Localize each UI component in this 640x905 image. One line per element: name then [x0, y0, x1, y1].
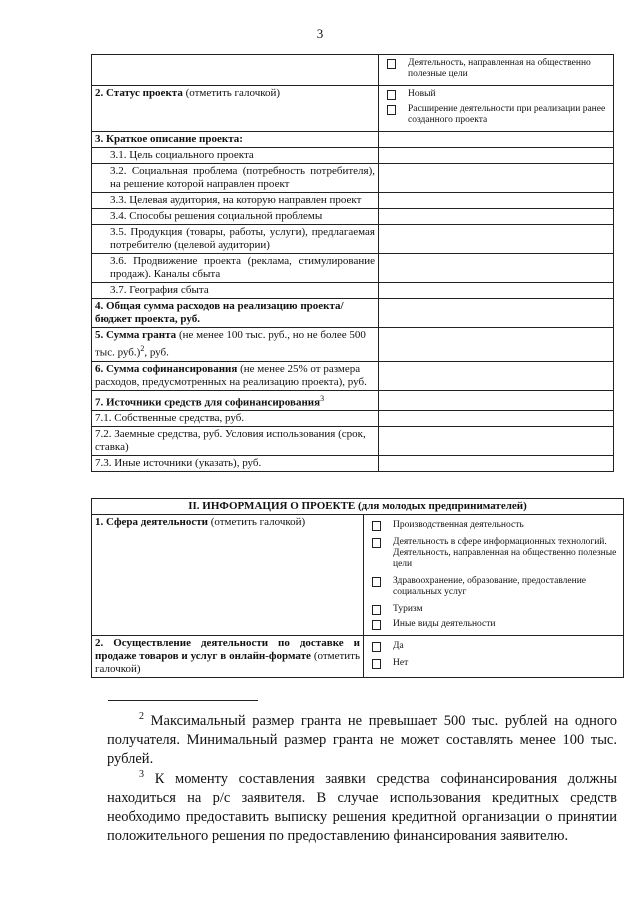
value-cell[interactable]	[379, 283, 614, 299]
checkbox-option[interactable]: Здравоохранение, образование, предоставление социальных услуг	[367, 576, 620, 598]
value-cell[interactable]	[379, 164, 614, 193]
checkbox[interactable]	[372, 521, 381, 531]
project-table	[91, 54, 614, 472]
value-cell[interactable]	[379, 132, 614, 148]
table-row	[92, 499, 624, 515]
table-row: 3.5. Продукция (товары, работы, услуги), предлагаемая потребителю (целевой аудитории)	[92, 225, 614, 254]
table-row: 3.7. География сбыта	[92, 283, 614, 299]
value-cell[interactable]	[379, 456, 614, 472]
table-row: 2. Осуществление деятельности по доставке и продаже товаров и услуг в онлайн-формате (отметить галочкой) Да Нет	[92, 636, 624, 678]
table-row: 3.3. Целевая аудитория, на которую направлен проект	[92, 193, 614, 209]
value-cell[interactable]	[379, 361, 614, 390]
checkbox-option[interactable]: Деятельность в сфере информационных технологий. Деятельность, направленная на общественно полезные цели	[367, 537, 620, 570]
checkbox[interactable]	[372, 605, 381, 615]
value-cell[interactable]	[379, 225, 614, 254]
checkbox-option[interactable]: Деятельность, направленная на общественно полезные цели	[382, 58, 610, 80]
checkbox[interactable]	[372, 577, 381, 587]
young-entrepreneur-table	[91, 498, 624, 678]
table-row: 5. Сумма гранта (не менее 100 тыс. руб., но не более 500 тыс. руб.)$^2$, руб.	[92, 328, 614, 362]
table-row: 4. Общая сумма расходов на реализацию проекта/бюджет проекта, руб.	[92, 299, 614, 328]
checkbox[interactable]	[372, 642, 381, 652]
table-row	[92, 55, 614, 86]
table-row: 3.1. Цель социального проекта	[92, 148, 614, 164]
checkbox-option[interactable]: Новый	[382, 89, 610, 100]
checkbox-option[interactable]: Нет	[367, 658, 620, 669]
table-row: 1. Сфера деятельности (отметить галочкой) Производственная деятельность Деятельность в сфере информационных технологий. Деятельность, направленная на общественно полезные цели Здравоохранение, образование, предоставление социальных услуг Туризм Иные виды деятельности	[92, 515, 624, 636]
table-row: 7.1. Собственные средства, руб.	[92, 411, 614, 427]
table-row: 2. Статус проекта (отметить галочкой) Новый Расширение деятельности при реализации ранее созданного проекта	[92, 86, 614, 132]
table-row: 3.4. Способы решения социальной проблемы	[92, 209, 614, 225]
footnote-separator	[108, 700, 258, 701]
table-row: 6. Сумма софинансирования (не менее 25% от размера расходов, предусмотренных на реализацию проекта), руб.	[92, 361, 614, 390]
value-cell[interactable]	[379, 328, 614, 362]
status-label: 2. Статус проекта	[95, 87, 183, 99]
checkbox[interactable]	[372, 620, 381, 630]
checkbox[interactable]	[387, 105, 396, 115]
table-row: 3.6. Продвижение проекта (реклама, стимулирование продаж). Каналы сбыта	[92, 254, 614, 283]
checkbox[interactable]	[372, 538, 381, 548]
checkbox-option[interactable]: Да	[367, 641, 620, 652]
value-cell[interactable]	[379, 254, 614, 283]
value-cell[interactable]	[379, 390, 614, 411]
value-cell[interactable]	[379, 427, 614, 456]
checkbox-option[interactable]: Туризм	[367, 604, 620, 615]
checkbox-option[interactable]: Производственная деятельность	[367, 520, 620, 531]
value-cell[interactable]	[379, 193, 614, 209]
checkbox[interactable]	[372, 659, 381, 669]
value-cell[interactable]	[379, 148, 614, 164]
checkbox-option[interactable]: Иные виды деятельности	[367, 619, 620, 630]
value-cell[interactable]	[379, 209, 614, 225]
table-row: 7. Источники средств для софинансирования$^3$	[92, 390, 614, 411]
table-row: 3.2. Социальная проблема (потребность потребителя), на решение которой направлен проект	[92, 164, 614, 193]
checkbox-option[interactable]: Расширение деятельности при реализации ранее созданного проекта	[382, 104, 610, 126]
section-header: II. ИНФОРМАЦИЯ О ПРОЕКТЕ (для молодых предпринимателей)	[92, 499, 624, 515]
footnote-3: $^3$ К моменту составления заявки средства софинансирования должны находиться на р/с заявителя. В случае использования кредитных средств необходимо предоставить выписку решения кредитной организации о принятии положительного решения по предоставлению финансирования заявителю.	[107, 769, 617, 844]
table-row: 7.2. Заемные средства, руб. Условия использования (срок, ставка)	[92, 427, 614, 456]
page-number: 3	[316, 26, 324, 41]
online-label: 2. Осуществление деятельности по доставке и продаже товаров и услуг в онлайн-формате	[95, 637, 360, 662]
sphere-label: 1. Сфера деятельности	[95, 516, 208, 528]
value-cell[interactable]	[379, 299, 614, 328]
checkbox[interactable]	[387, 59, 396, 69]
value-cell[interactable]	[379, 411, 614, 427]
table-row: 3. Краткое описание проекта:	[92, 132, 614, 148]
checkbox[interactable]	[387, 90, 396, 100]
footnote-2: $^2$ Максимальный размер гранта не превышает 500 тыс. рублей на одного получателя. Минимальный размер гранта не может составлять менее 100 тыс. рублей.	[107, 711, 617, 767]
table-row: 7.3. Иные источники (указать), руб.	[92, 456, 614, 472]
